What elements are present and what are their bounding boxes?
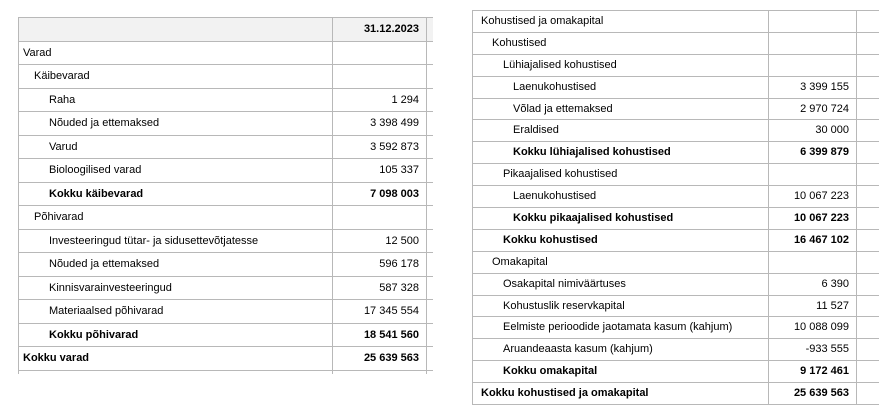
clipped-cell [857,252,879,273]
clipped-cell [427,89,433,112]
clipped-cell [427,324,433,347]
row-value: 6 399 879 [769,142,857,163]
row-value: 30 000 [769,120,857,141]
row-label: Põhivarad [19,206,333,229]
clipped-cell [857,77,879,98]
table-row [473,230,879,252]
row-value: 25 639 563 [769,383,857,404]
row-label: Aruandeaasta kasum (kahjum) [473,339,769,360]
row-value: 25 639 563 [333,347,427,370]
table-row [19,136,433,160]
table-row [473,55,879,77]
clipped-cell [427,230,433,253]
table-row [19,206,433,230]
row-label: Kokku omakapital [473,361,769,382]
clipped-cell [333,371,427,374]
table-row [19,89,433,113]
clipped-cell [427,18,433,41]
clipped-cell [857,33,879,54]
clipped-cell [857,317,879,338]
row-label: Eraldised [473,120,769,141]
row-label: Kokku lühiajalised kohustised [473,142,769,163]
row-value [769,252,857,273]
table-row [473,164,879,186]
row-value: 1 294 [333,89,427,112]
row-label: Osakapital nimiväärtuses [473,274,769,295]
table-row [19,300,433,324]
table-row [19,230,433,254]
row-value [333,42,427,65]
row-label: Varud [19,136,333,159]
row-value: 10 088 099 [769,317,857,338]
liabilities-equity-table [472,10,879,405]
clipped-cell [19,371,333,374]
row-label: Raha [19,89,333,112]
table-row [473,77,879,99]
header-date-cell: 31.12.2023 [333,18,427,41]
clipped-cell [857,274,879,295]
row-value: 9 172 461 [769,361,857,382]
table-row [19,324,433,348]
table-row [19,65,433,89]
row-value [769,33,857,54]
clipped-partial-row [19,371,433,374]
table-row [473,208,879,230]
table-row [19,112,433,136]
table-row [473,383,879,405]
clipped-cell [427,183,433,206]
row-value: 3 399 155 [769,77,857,98]
row-label: Lühiajalised kohustised [473,55,769,76]
row-value: 16 467 102 [769,230,857,251]
clipped-cell [857,11,879,32]
clipped-cell [427,206,433,229]
row-label: Varad [19,42,333,65]
row-value [333,65,427,88]
row-label: Laenukohustised [473,77,769,98]
table-row [19,253,433,277]
clipped-cell [427,65,433,88]
row-value: 587 328 [333,277,427,300]
clipped-cell [857,230,879,251]
table-row [19,347,433,371]
row-value: 6 390 [769,274,857,295]
table-header-row [19,18,433,42]
row-label: Investeeringud tütar- ja sidusettevõtjatesse [19,230,333,253]
row-value: -933 555 [769,339,857,360]
row-value [769,55,857,76]
row-label: Käibevarad [19,65,333,88]
row-label: Materiaalsed põhivarad [19,300,333,323]
table-row [19,159,433,183]
row-value [333,206,427,229]
row-label: Kokku kohustised [473,230,769,251]
table-row [473,11,879,33]
clipped-cell [857,361,879,382]
clipped-cell [427,253,433,276]
row-value: 7 098 003 [333,183,427,206]
row-value: 3 398 499 [333,112,427,135]
table-row [473,33,879,55]
table-row [19,183,433,207]
assets-rows [19,42,433,371]
row-label: Kokku pikaajalised kohustised [473,208,769,229]
table-row [473,361,879,383]
row-label: Kokku varad [19,347,333,370]
clipped-cell [427,42,433,65]
row-value: 12 500 [333,230,427,253]
row-label: Nõuded ja ettemaksed [19,253,333,276]
row-label: Eelmiste perioodide jaotamata kasum (kahjum) [473,317,769,338]
clipped-cell [857,186,879,207]
row-value: 17 345 554 [333,300,427,323]
row-value: 3 592 873 [333,136,427,159]
clipped-cell [857,99,879,120]
table-row [473,99,879,121]
clipped-cell [427,277,433,300]
table-row [19,277,433,301]
row-label: Omakapital [473,252,769,273]
clipped-cell [857,142,879,163]
clipped-cell [857,383,879,404]
clipped-cell [857,55,879,76]
row-label: Kohustised [473,33,769,54]
row-value: 10 067 223 [769,208,857,229]
assets-table [18,17,433,374]
clipped-cell [857,296,879,317]
clipped-cell [427,347,433,370]
row-label: Kokku kohustised ja omakapital [473,383,769,404]
clipped-cell [427,300,433,323]
clipped-cell [857,120,879,141]
clipped-cell [857,164,879,185]
table-row [473,186,879,208]
row-label: Kokku käibevarad [19,183,333,206]
row-label: Kinnisvarainvesteeringud [19,277,333,300]
table-row [473,339,879,361]
row-label: Kohustuslik reservkapital [473,296,769,317]
table-row [473,120,879,142]
row-value [769,164,857,185]
row-value: 18 541 560 [333,324,427,347]
clipped-cell [857,339,879,360]
row-label: Võlad ja ettemaksed [473,99,769,120]
row-value [769,11,857,32]
liabilities-equity-rows [473,11,879,405]
row-value: 105 337 [333,159,427,182]
row-value: 596 178 [333,253,427,276]
table-row [473,317,879,339]
row-value: 10 067 223 [769,186,857,207]
row-label: Pikaajalised kohustised [473,164,769,185]
table-row [473,296,879,318]
row-label: Kokku põhivarad [19,324,333,347]
clipped-cell [427,136,433,159]
clipped-cell [427,159,433,182]
row-label: Laenukohustised [473,186,769,207]
row-label: Kohustised ja omakapital [473,11,769,32]
table-row [19,42,433,66]
row-value: 11 527 [769,296,857,317]
row-value: 2 970 724 [769,99,857,120]
row-label: Nõuded ja ettemaksed [19,112,333,135]
header-empty-cell [19,18,333,41]
clipped-cell [857,208,879,229]
table-row [473,142,879,164]
clipped-cell [427,112,433,135]
row-label: Bioloogilised varad [19,159,333,182]
clipped-cell [427,371,433,374]
table-row [473,252,879,274]
table-row [473,274,879,296]
